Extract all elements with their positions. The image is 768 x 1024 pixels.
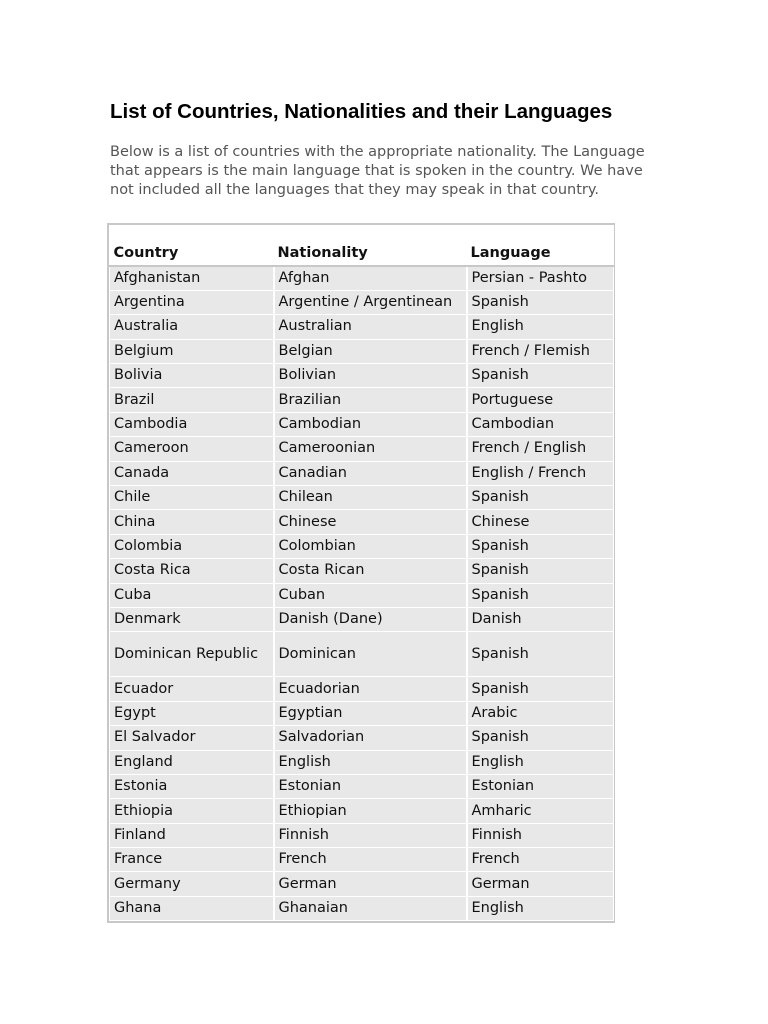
language-cell: Spanish: [467, 677, 614, 701]
nationality-cell: Costa Rican: [274, 559, 467, 583]
nationality-cell: Canadian: [274, 461, 467, 485]
nationality-cell: Ecuadorian: [274, 677, 467, 701]
language-column-header: Language: [467, 225, 614, 266]
nationality-cell: French: [274, 848, 467, 872]
countries-table-container: [107, 223, 615, 923]
language-cell: French / Flemish: [467, 339, 614, 363]
table-row: [110, 607, 614, 631]
language-cell: Spanish: [467, 534, 614, 558]
language-cell: Arabic: [467, 701, 614, 725]
language-cell: Spanish: [467, 583, 614, 607]
country-cell: El Salvador: [110, 726, 274, 750]
language-cell: Persian - Pashto: [467, 266, 614, 290]
table-row: [110, 872, 614, 896]
country-cell: Bolivia: [110, 364, 274, 388]
country-cell: Ethiopia: [110, 799, 274, 823]
language-cell: English: [467, 315, 614, 339]
table-row: [110, 290, 614, 314]
table-row: [110, 388, 614, 412]
language-cell: Amharic: [467, 799, 614, 823]
table-row: [110, 701, 614, 725]
table-header-row: [110, 225, 614, 266]
language-cell: English / French: [467, 461, 614, 485]
language-cell: Spanish: [467, 559, 614, 583]
language-cell: English: [467, 750, 614, 774]
table-row: [110, 559, 614, 583]
country-cell: Ghana: [110, 896, 274, 920]
language-cell: French / English: [467, 437, 614, 461]
country-cell: Estonia: [110, 774, 274, 798]
nationality-cell: Cameroonian: [274, 437, 467, 461]
table-row: [110, 726, 614, 750]
table-body: [110, 266, 614, 921]
nationality-cell: Chilean: [274, 486, 467, 510]
country-cell: Denmark: [110, 607, 274, 631]
nationality-cell: Cambodian: [274, 412, 467, 436]
intro-paragraph: Below is a list of countries with the appropriate nationality. The Language that appears is the main language that is spoken in the country. We have not included all the languages that they may speak in that country.: [110, 144, 645, 198]
language-cell: Spanish: [467, 486, 614, 510]
language-cell: Spanish: [467, 364, 614, 388]
language-cell: Danish: [467, 607, 614, 631]
language-cell: Cambodian: [467, 412, 614, 436]
table-row: [110, 774, 614, 798]
country-cell: Belgium: [110, 339, 274, 363]
country-cell: France: [110, 848, 274, 872]
country-cell: England: [110, 750, 274, 774]
table-row: [110, 750, 614, 774]
table-row: [110, 461, 614, 485]
nationality-cell: Chinese: [274, 510, 467, 534]
nationality-cell: Belgian: [274, 339, 467, 363]
table-row: [110, 266, 614, 290]
country-column-header: Country: [110, 225, 274, 266]
language-cell: Finnish: [467, 823, 614, 847]
nationality-cell: Salvadorian: [274, 726, 467, 750]
language-cell: Spanish: [467, 632, 614, 677]
nationality-cell: Danish (Dane): [274, 607, 467, 631]
nationality-cell: Ghanaian: [274, 896, 467, 920]
table-row: [110, 823, 614, 847]
table-row: [110, 437, 614, 461]
table-row: [110, 510, 614, 534]
language-cell: English: [467, 896, 614, 920]
country-cell: Canada: [110, 461, 274, 485]
nationality-column-header: Nationality: [274, 225, 467, 266]
country-cell: Germany: [110, 872, 274, 896]
table-row: [110, 534, 614, 558]
table-row: [110, 486, 614, 510]
countries-table: [109, 225, 614, 921]
table-row: [110, 339, 614, 363]
nationality-cell: Afghan: [274, 266, 467, 290]
table-row: [110, 799, 614, 823]
table-row: [110, 364, 614, 388]
country-cell: Finland: [110, 823, 274, 847]
country-cell: Chile: [110, 486, 274, 510]
nationality-cell: Brazilian: [274, 388, 467, 412]
nationality-cell: Egyptian: [274, 701, 467, 725]
page-title: List of Countries, Nationalities and their Languages: [110, 100, 613, 123]
language-cell: German: [467, 872, 614, 896]
nationality-cell: Colombian: [274, 534, 467, 558]
table-row: [110, 848, 614, 872]
country-cell: China: [110, 510, 274, 534]
nationality-cell: Bolivian: [274, 364, 467, 388]
table-row: [110, 896, 614, 920]
country-cell: Ecuador: [110, 677, 274, 701]
nationality-cell: Australian: [274, 315, 467, 339]
country-cell: Dominican Republic: [110, 632, 274, 677]
table-header: [110, 225, 614, 266]
nationality-cell: Cuban: [274, 583, 467, 607]
country-cell: Cameroon: [110, 437, 274, 461]
nationality-cell: Finnish: [274, 823, 467, 847]
nationality-cell: Estonian: [274, 774, 467, 798]
table-row: [110, 677, 614, 701]
language-cell: Spanish: [467, 726, 614, 750]
table-row: [110, 315, 614, 339]
table-row: [110, 632, 614, 677]
nationality-cell: German: [274, 872, 467, 896]
country-cell: Argentina: [110, 290, 274, 314]
country-cell: Colombia: [110, 534, 274, 558]
nationality-cell: Argentine / Argentinean: [274, 290, 467, 314]
country-cell: Afghanistan: [110, 266, 274, 290]
country-cell: Brazil: [110, 388, 274, 412]
language-cell: Spanish: [467, 290, 614, 314]
nationality-cell: English: [274, 750, 467, 774]
nationality-cell: Dominican: [274, 632, 467, 677]
language-cell: Portuguese: [467, 388, 614, 412]
nationality-cell: Ethiopian: [274, 799, 467, 823]
table-row: [110, 583, 614, 607]
table-row: [110, 412, 614, 436]
country-cell: Egypt: [110, 701, 274, 725]
country-cell: Australia: [110, 315, 274, 339]
language-cell: Estonian: [467, 774, 614, 798]
country-cell: Cuba: [110, 583, 274, 607]
country-cell: Costa Rica: [110, 559, 274, 583]
language-cell: French: [467, 848, 614, 872]
language-cell: Chinese: [467, 510, 614, 534]
country-cell: Cambodia: [110, 412, 274, 436]
